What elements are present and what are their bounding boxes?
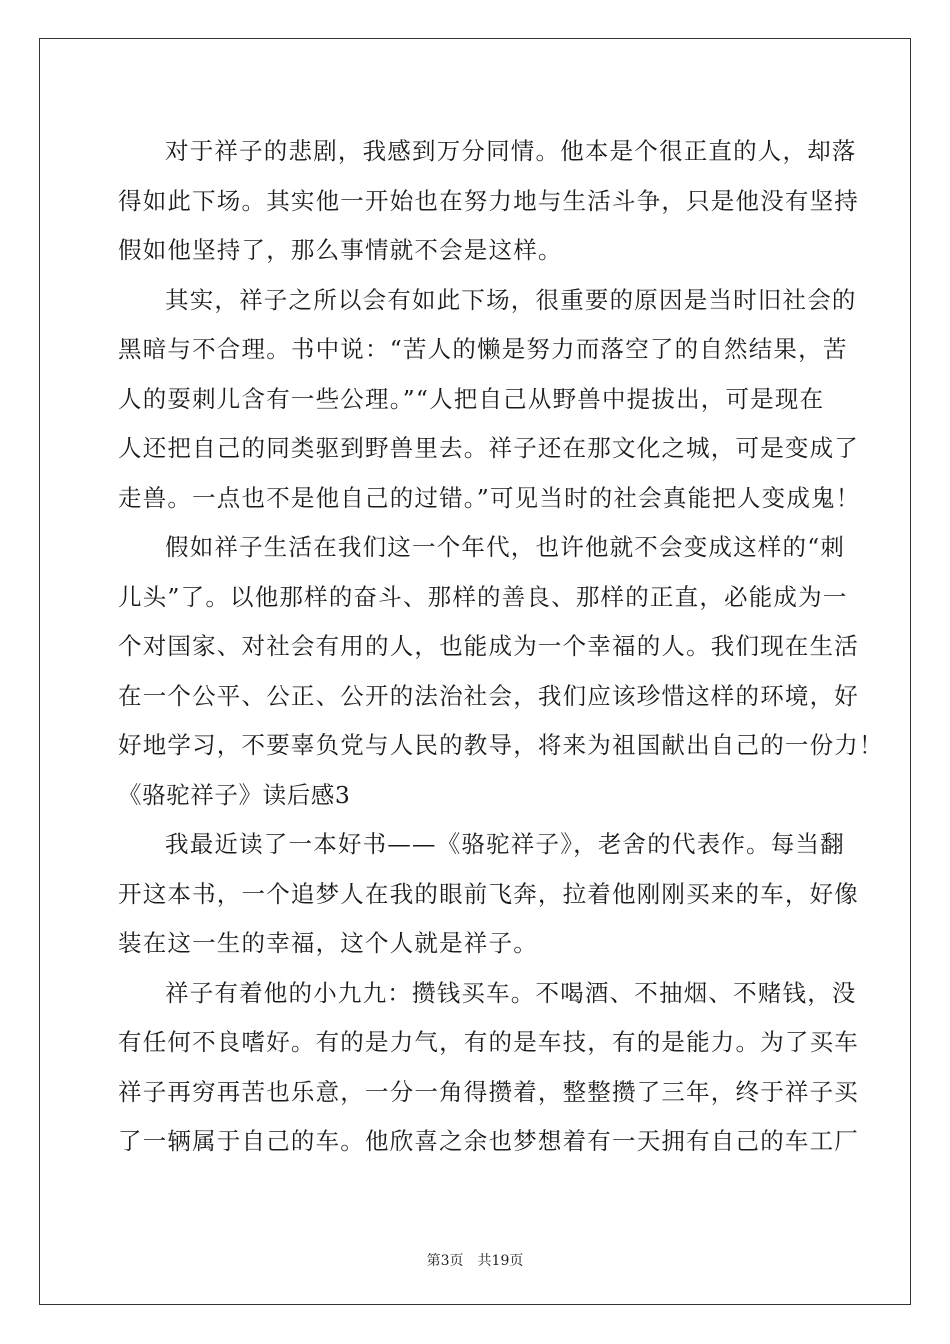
text-line: 祥子有着他的小九九：攒钱买车。不喝酒、不抽烟、不赌钱，没 xyxy=(165,978,857,1007)
text-line: 儿头”了。以他那样的奋斗、那样的善良、那样的正直，必能成为一 xyxy=(118,582,848,611)
text-line: 个对国家、对社会有用的人，也能成为一个幸福的人。我们现在生活 xyxy=(118,632,859,660)
text-line: 有任何不良嗜好。有的是力气，有的是车技，有的是能力。为了买车 xyxy=(118,1028,859,1056)
section-heading: 《骆驼祥子》读后感3 xyxy=(118,780,351,809)
text-line: 在一个公平、公正、公开的法治社会，我们应该珍惜这样的环境，好 xyxy=(118,681,859,710)
text-line: 我最近读了一本好书——《骆驼祥子》，老舍的代表作。每当翻 xyxy=(165,830,845,858)
text-line: 开这本书，一个追梦人在我的眼前飞奔，拉着他刚刚买来的车，好像 xyxy=(118,879,859,908)
text-line: 假如他坚持了，那么事情就不会是这样。 xyxy=(118,236,563,264)
text-line: 对于祥子的悲剧，我感到万分同情。他本是个很正直的人，却落 xyxy=(165,137,857,165)
text-line: 得如此下场。其实他一开始也在努力地与生活斗争，只是他没有坚持 xyxy=(118,186,859,215)
text-line: 装在这一生的幸福，这个人就是祥子。 xyxy=(118,929,538,957)
text-line: 人的耍刺儿含有一些公理。”“人把自己从野兽中提拔出，可是现在 xyxy=(118,384,825,413)
text-line: 其实，祥子之所以会有如此下场，很重要的原因是当时旧社会的 xyxy=(165,285,857,314)
text-line: 走兽。一点也不是他自己的过错。”可见当时的社会真能把人变成鬼！ xyxy=(118,483,861,512)
text-line: 黑暗与不合理。书中说：“苦人的懒是努力而落空了的自然结果，苦 xyxy=(118,335,848,363)
text-line: 祥子再穷再苦也乐意，一分一角得攒着，整整攒了三年，终于祥子买 xyxy=(118,1077,859,1106)
page-footer xyxy=(0,1250,950,1270)
document-body xyxy=(118,127,884,1167)
page-number: 第3页 xyxy=(426,1253,464,1269)
text-line: 人还把自己的同类驱到野兽里去。祥子还在那文化之城，可是变成了 xyxy=(118,434,859,462)
text-line: 假如祥子生活在我们这一个年代，也许他就不会变成这样的“刺 xyxy=(165,533,846,561)
text-line: 好地学习，不要辜负党与人民的教导，将来为祖国献出自己的一份力！ xyxy=(118,731,884,759)
text-line: 了一辆属于自己的车。他欣喜之余也梦想着有一天拥有自己的车工厂 xyxy=(118,1127,859,1155)
page-total: 共19页 xyxy=(477,1253,524,1269)
